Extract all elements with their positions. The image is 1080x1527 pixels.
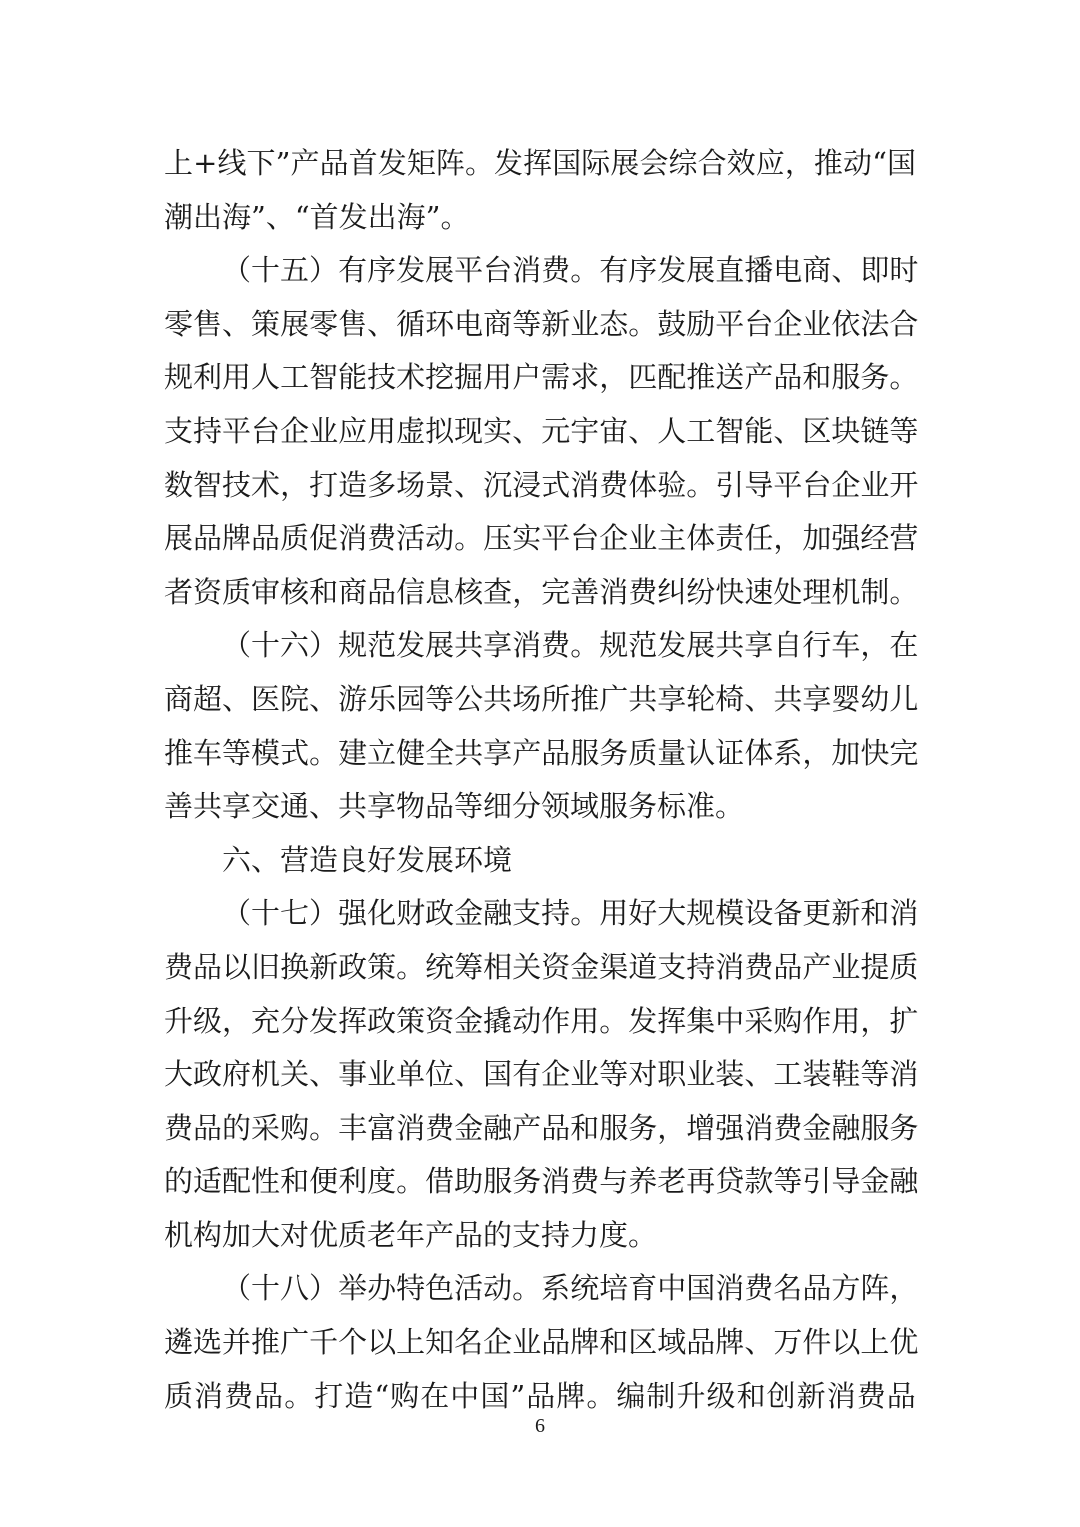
text-line: 大 政 府 机 关 、 事 业 单 位 、 国 有 企 业 等 对 职 业 装 、 工 装 鞋 等 消 [164,1057,919,1092]
section-heading: 六、营造良好发展环境 [222,842,513,877]
document-body [164,137,919,1423]
text-line: 善共享交通、共享物品等细分领域服务标准。 [164,789,745,824]
text-line: 上 + 线 下 ” 产 品 首 发 矩 阵 。 发 挥 国 际 展 会 综 合 效 应 ， 推 动 “ 国 [164,146,916,180]
text-line: 规 利 用 人 工 智 能 技 术 挖 掘 用 户 需 求 ， 匹 配 推 送 产 品 和 服 务 。 [164,360,919,395]
text-line: 费 品 以 旧 换 新 政 策 。 统 筹 相 关 资 金 渠 道 支 持 消 费 品 产 业 提 质 [164,949,919,984]
text-line: 数 智 技 术 ， 打 造 多 场 景 、 沉 浸 式 消 费 体 验 。 引 导 平 台 企 业 开 [164,467,919,502]
text-line: 零 售 、 策 展 零 售 、 循 环 电 商 等 新 业 态 。 鼓 励 平 台 企 业 依 法 合 [164,306,919,341]
text-line: 者 资 质 审 核 和 商 品 信 息 核 查 ， 完 善 消 费 纠 纷 快 速 处 理 机 制 。 [164,574,919,609]
page-number: 6 [535,1415,545,1437]
text-line: 升 级 ， 充 分 发 挥 政 策 资 金 撬 动 作 用 。 发 挥 集 中 采 购 作 用 ， 扩 [164,1003,919,1038]
text-line: 商 超 、 医 院 、 游 乐 园 等 公 共 场 所 推 广 共 享 轮 椅 、 共 享 婴 幼 儿 [164,681,919,716]
text-line: 展 品 牌 品 质 促 消 费 活 动 。 压 实 平 台 企 业 主 体 责 任 ， 加 强 经 营 [164,521,919,556]
text-line: 费 品 的 采 购 。 丰 富 消 费 金 融 产 品 和 服 务 ， 增 强 消 费 金 融 服 务 [164,1110,919,1145]
text-line: 潮出海”、“首发出海”。 [164,199,470,234]
text-line: 质 消 费 品 。 打 造 “ 购 在 中 国 ” 品 牌 。 编 制 升 级 和 创 新 消 费 品 [164,1378,916,1413]
text-line: （ 十 六 ） 规 范 发 展 共 享 消 费 。 规 范 发 展 共 享 自 行 车 ， 在 [222,628,919,663]
text-line: 推 车 等 模 式 。 建 立 健 全 共 享 产 品 服 务 质 量 认 证 体 系 ， 加 快 完 [164,735,919,770]
text-line: 机构加大对优质老年产品的支持力度。 [164,1217,658,1252]
text-line: 遴 选 并 推 广 千 个 以 上 知 名 企 业 品 牌 和 区 域 品 牌 、 万 件 以 上 优 [164,1325,919,1360]
text-line: （ 十 五 ） 有 序 发 展 平 台 消 费 。 有 序 发 展 直 播 电 商 、 即 时 [222,253,919,288]
text-line: 支 持 平 台 企 业 应 用 虚 拟 现 实 、 元 宇 宙 、 人 工 智 能 、 区 块 链 等 [164,413,919,448]
text-line: （ 十 七 ） 强 化 财 政 金 融 支 持 。 用 好 大 规 模 设 备 更 新 和 消 [222,896,919,931]
text-line: 的 适 配 性 和 便 利 度 。 借 助 服 务 消 费 与 养 老 再 贷 款 等 引 导 金 融 [164,1164,919,1199]
text-line: （ 十 八 ） 举 办 特 色 活 动 。 系 统 培 育 中 国 消 费 名 品 方 阵 ， [222,1271,919,1306]
